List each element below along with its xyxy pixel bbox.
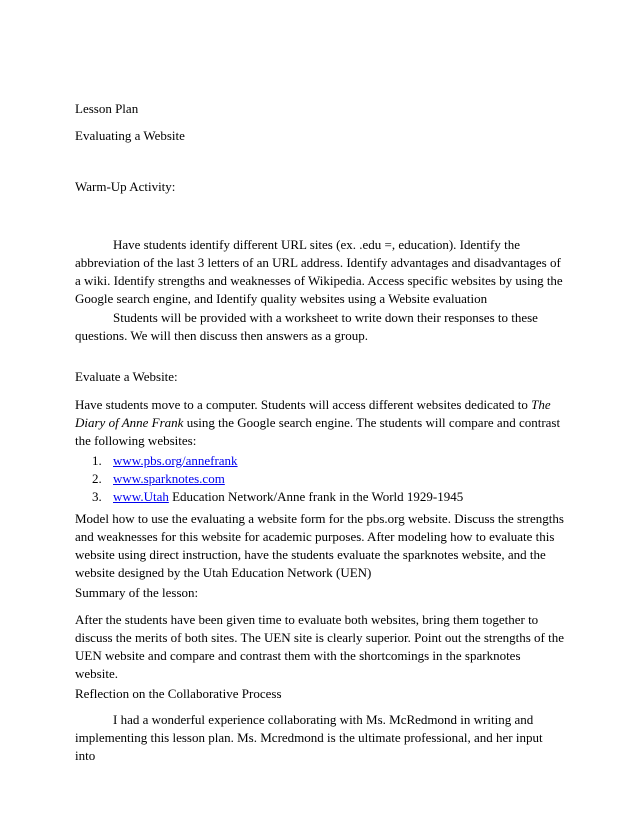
doc-subtitle: Evaluating a Website [75, 128, 185, 143]
warmup-heading: Warm-Up Activity: [75, 179, 176, 194]
model-paragraph: Model how to use the evaluating a website form for the pbs.org website. Discuss the strengths and weaknesses for this website for academic purposes. After modeling how to evaluate this website using direct instruction, have the students evaluate the sparknotes website, and the website designed by the Utah Education Network (UEN) [75, 511, 564, 580]
pbs-link[interactable]: www.pbs.org/annefrank [113, 453, 238, 468]
utah-link[interactable]: www.Utah [113, 489, 169, 504]
evaluate-intro-before: Have students move to a computer. Students will access different websites dedicated to [75, 397, 532, 412]
reflection-heading: Reflection on the Collaborative Process [75, 686, 282, 701]
evaluate-intro-after: using the Google search engine. The students will compare and contrast the following websites: [75, 415, 561, 448]
evaluate-intro [75, 396, 565, 450]
evaluate-heading: Evaluate a Website: [75, 369, 178, 384]
summary-paragraph: After the students have been given time to evaluate both websites, bring them together to discuss the merits of both sites. The UEN site is clearly superior. Point out the strengths of the UEN website and compare and contrast them with the shortcomings in the sparknotes website. [75, 612, 564, 681]
list-item-text: Education Network/Anne frank in the World 1929-1945 [168, 489, 464, 504]
list-number: 2. [92, 471, 102, 486]
doc-title: Lesson Plan [75, 101, 139, 116]
website-list [75, 452, 565, 506]
reflection-paragraph: I had a wonderful experience collaborating with Ms. McRedmond in writing and implementing this lesson plan. Ms. Mcredmond is the ultimate professional, and her input into [75, 712, 543, 763]
list-item [75, 452, 565, 470]
warmup-paragraph-2: Students will be provided with a worksheet to write down their responses to these questions. We will then discuss then answers as a group. [75, 310, 538, 343]
warmup-paragraph-1: Have students identify different URL sites (ex. .edu =, education). Identify the abbreviation of the last 3 letters of an URL address. Identify advantages and disadvantages of a wiki. Identify strengths and weaknesses of Wikipedia. Access specific websites by using the Google search engine, and Identify quality websites using a Website evaluation [75, 237, 563, 306]
list-item [75, 488, 565, 506]
list-number: 3. [92, 489, 102, 504]
sparknotes-link[interactable]: www.sparknotes.com [113, 471, 225, 486]
list-item [75, 470, 565, 488]
book-title: The Diary of Anne Frank [75, 397, 551, 430]
summary-heading: Summary of the lesson: [75, 585, 199, 600]
list-number: 1. [92, 453, 102, 468]
